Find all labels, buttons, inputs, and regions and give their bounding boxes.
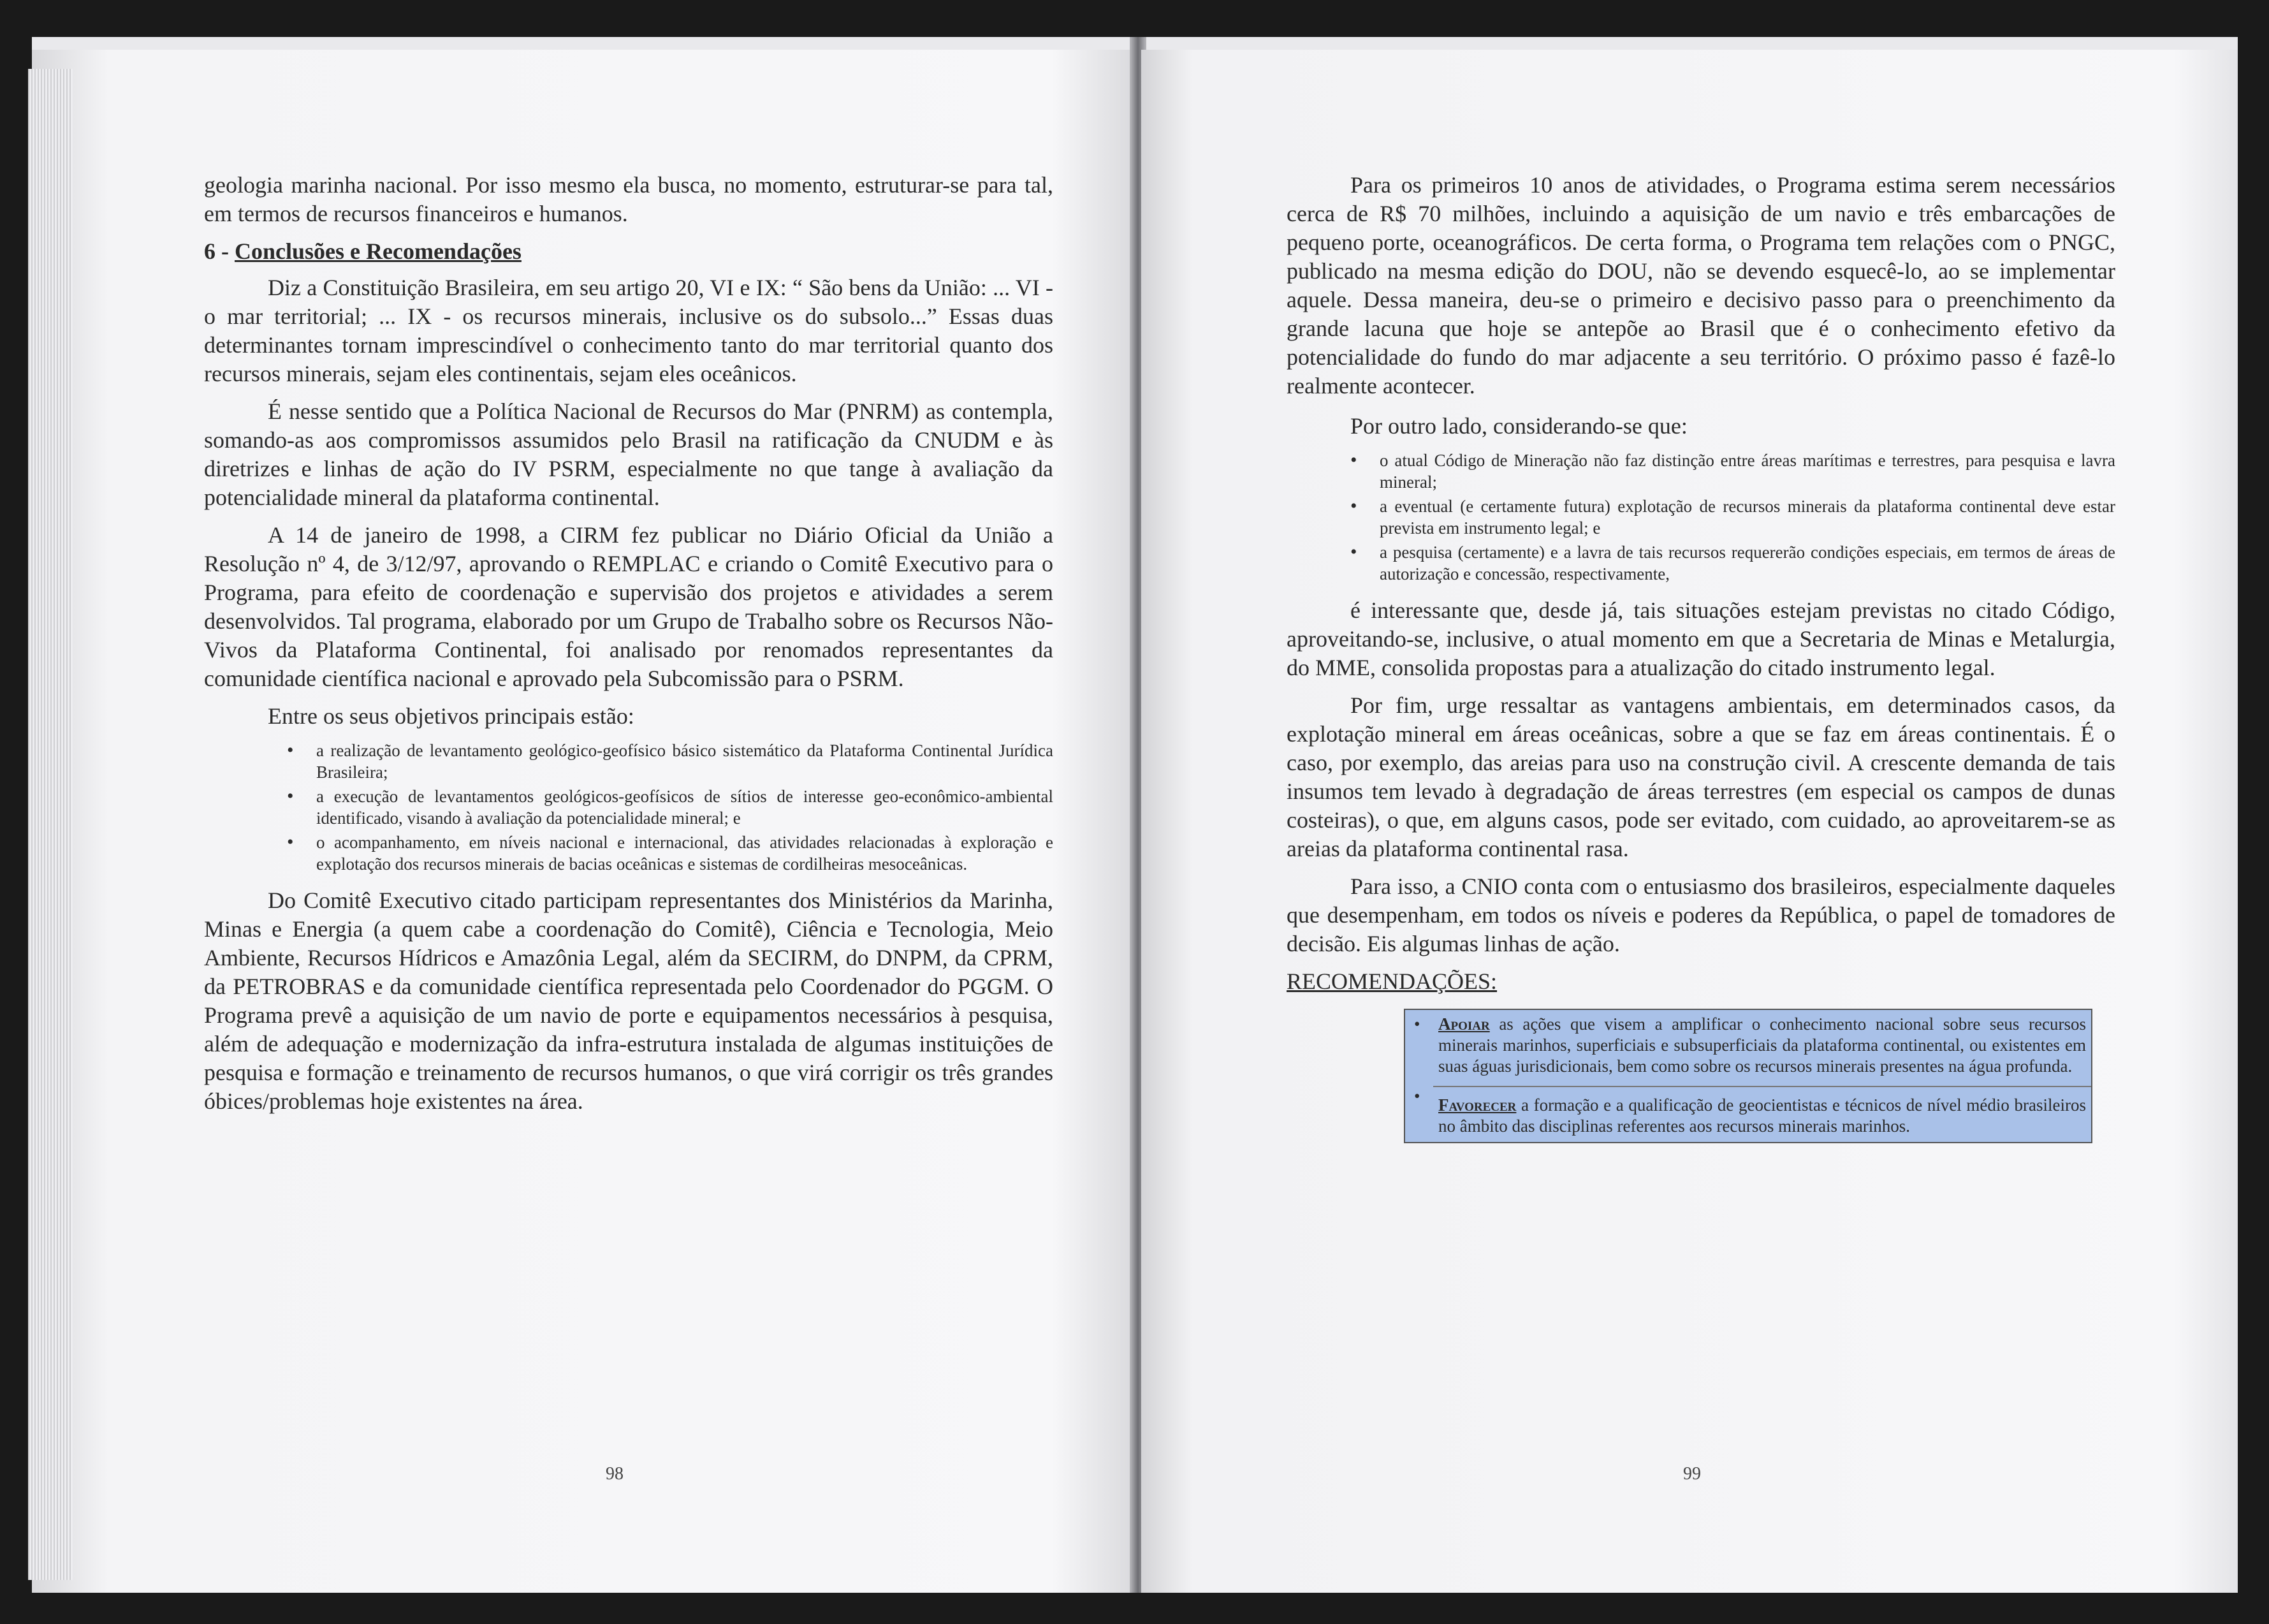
- left-text-column: [204, 171, 1053, 1125]
- paragraph: Entre os seus objetivos principais estão:: [268, 703, 634, 729]
- left-page: [32, 50, 1135, 1593]
- recommendation-text: a formação e a qualificação de geocientistas e técnicos de nível médio brasileiros no âmbito das disciplinas referentes aos recursos minerais marinhos.: [1438, 1095, 2086, 1136]
- list-item-text: a eventual (e certamente futura) explotação de recursos minerais da plataforma continental deve estar prevista em instrumento legal; e: [1380, 497, 2115, 538]
- list-item: [287, 786, 1053, 829]
- paragraph: Para isso, a CNIO conta com o entusiasmo dos brasileiros, especialmente daqueles que desempenham, em todos os níveis e poderes da República, o papel de tomadores de decisão. Eis algumas linhas de ação.: [1287, 874, 2115, 956]
- bullet-icon: •: [1350, 450, 1357, 471]
- list-item-text: a realização de levantamento geológico-geofísico básico sistemático da Plataforma Continental Jurídica Brasileira;: [316, 741, 1053, 782]
- list-item-text: a execução de levantamentos geológicos-geofísicos de sítios de interesse geo-econômico-ambiental identificado, visando à avaliação da potencialidade mineral; e: [316, 787, 1053, 828]
- recommendations-heading-text: RECOMENDAÇÕES: [1287, 969, 1491, 994]
- open-book: [32, 37, 2238, 1593]
- objectives-list: [204, 740, 1053, 875]
- page-number: 99: [1683, 1464, 1701, 1484]
- list-item-text: o atual Código de Mineração não faz distinção entre áreas marítimas e terrestres, para pesquisa e lavra mineral;: [1380, 451, 2115, 492]
- bullet-icon: •: [287, 740, 294, 761]
- paragraph: Diz a Constituição Brasileira, em seu artigo 20, VI e IX: “ São bens da União: ... VI - o mar territorial; ... IX - os recursos minerais, inclusive os do subsolo...” Essas duas determinantes tornam imprescindível o conhecimento tanto do mar territorial quanto dos recursos minerais, sejam eles continentais, sejam eles oceânicos.: [204, 275, 1053, 386]
- heading-text: Conclusões e Recomendações: [235, 238, 522, 264]
- page-edge: [28, 69, 73, 1580]
- right-text-column: [1287, 171, 2115, 1143]
- recommendations-heading: [1287, 967, 2115, 996]
- list-item: [287, 740, 1053, 783]
- paragraph: Para os primeiros 10 anos de atividades, o Programa estima serem necessários cerca de R$ 70 milhões, incluindo a aquisição de um navio e três embarcações de pequeno porte, oceanográficos. De certa forma, o Programa tem relações com o PNGC, publicado na mesma edição do DOU, não se devendo esquecê-lo, ao se implementar aquele. Dessa maneira, deu-se o primeiro e decisivo passo para o preenchimento da grande lacuna que hoje se antepõe ao Brasil que é o conhecimento efetivo da potencialidade do fundo do mar adjacente a seu território. O próximo passo é fazê-lo realmente acontecer.: [1287, 172, 2115, 399]
- list-item-text: o acompanhamento, em níveis nacional e internacional, das atividades relacionadas à exploração e explotação dos recursos minerais de bacias oceânicas e sistemas de cordilheiras mesoceânicas.: [316, 833, 1053, 874]
- recommendation-item: [1410, 1086, 2086, 1137]
- bullet-icon: •: [1350, 541, 1357, 562]
- list-item: [1350, 541, 2115, 585]
- bullet-icon: •: [1414, 1014, 1420, 1034]
- box-divider: [1433, 1086, 2091, 1087]
- considerations-list: [1287, 450, 2115, 585]
- section-heading: [204, 237, 1053, 266]
- list-item: [1350, 450, 2115, 493]
- bullet-icon: •: [1414, 1086, 1420, 1106]
- list-item: [1350, 495, 2115, 539]
- bullet-icon: •: [1350, 495, 1357, 516]
- paragraph: Por fim, urge ressaltar as vantagens ambientais, em determinados casos, da explotação mineral em áreas oceânicas, sobre a que se faz em áreas continentais. É o caso, por exemplo, das areias para uso na construção civil. A crescente demanda de tais insumos tem levado à degradação de áreas terrestres (em especial os campos de dunas costeiras), o que, em alguns casos, pode ser evitado, com cuidado, ao aproveitarem-se as areias da plataforma continental rasa.: [1287, 692, 2115, 861]
- recommendation-text: as ações que visem a amplificar o conhecimento nacional sobre seus recursos minerais marinhos, superficiais e subsuperficiais da plataforma continental, ou existentes em suas águas jurisdicionais, bem como sobre os recursos minerais presentes na água profunda.: [1438, 1014, 2086, 1076]
- paragraph: É nesse sentido que a Política Nacional de Recursos do Mar (PNRM) as contempla, somando-as aos compromissos assumidos pelo Brasil na ratificação da CNUDM e às diretrizes e linhas de ação do IV PSRM, especialmente no que tange à avaliação da potencialidade mineral da plataforma continental.: [204, 399, 1053, 510]
- heading-colon: :: [1491, 969, 1498, 994]
- recommendations-box: [1404, 1009, 2092, 1143]
- paragraph: A 14 de janeiro de 1998, a CIRM fez publicar no Diário Oficial da União a Resolução nº 4, de 3/12/97, aprovando o REMPLAC e criando o Comitê Executivo para o Programa, para efeito de coordenação e supervisão dos projetos e atividades a serem desenvolvidos. Tal programa, elaborado por um Grupo de Trabalho sobre os Recursos Não-Vivos da Plataforma Continental, foi analisado por renomados representantes da comunidade científica nacional e aprovado pela Subcomissão para o PSRM.: [204, 522, 1053, 691]
- right-page: [1141, 50, 2238, 1593]
- paragraph: Do Comitê Executivo citado participam representantes dos Ministérios da Marinha, Minas e Energia (a quem cabe a coordenação do Comitê), Ciência e Tecnologia, Meio Ambiente, Recursos Hídricos e Amazônia Legal, além da SECIRM, do DNPM, da CPRM, da PETROBRAS e da comunidade científica representada pelo Coordenador do PGGM. O Programa prevê a aquisição de um navio de porte e equipamentos necessários à pesquisa, além de adequação e modernização da infra-estrutura instalada de algumas instituições de pesquisa e formação e treinamento de recursos humanos, o que virá corrigir os três grandes óbices/problemas hoje existentes na área.: [204, 888, 1053, 1114]
- paragraph: geologia marinha nacional. Por isso mesmo ela busca, no momento, estruturar-se para tal, em termos de recursos financeiros e humanos.: [204, 172, 1053, 226]
- recommendation-item: [1410, 1014, 2086, 1077]
- recommendations-list: [1410, 1014, 2086, 1137]
- list-item: [287, 831, 1053, 875]
- heading-number: 6 -: [204, 238, 235, 264]
- recommendation-keyword: Apoiar: [1438, 1014, 1490, 1034]
- page-number: 98: [606, 1464, 624, 1484]
- bullet-icon: •: [287, 831, 294, 852]
- paragraph: é interessante que, desde já, tais situações estejam previstas no citado Código, aproveitando-se, inclusive, o atual momento em que a Secretaria de Minas e Metalurgia, do MME, consolida propostas para a atualização do citado instrumento legal.: [1287, 597, 2115, 680]
- bullet-icon: •: [287, 786, 294, 807]
- paragraph: Por outro lado, considerando-se que:: [1350, 413, 1688, 439]
- list-item-text: a pesquisa (certamente) e a lavra de tais recursos requererão condições especiais, em termos de áreas de autorização e concessão, respectivamente,: [1380, 543, 2115, 583]
- recommendation-keyword: Favorecer: [1438, 1095, 1517, 1115]
